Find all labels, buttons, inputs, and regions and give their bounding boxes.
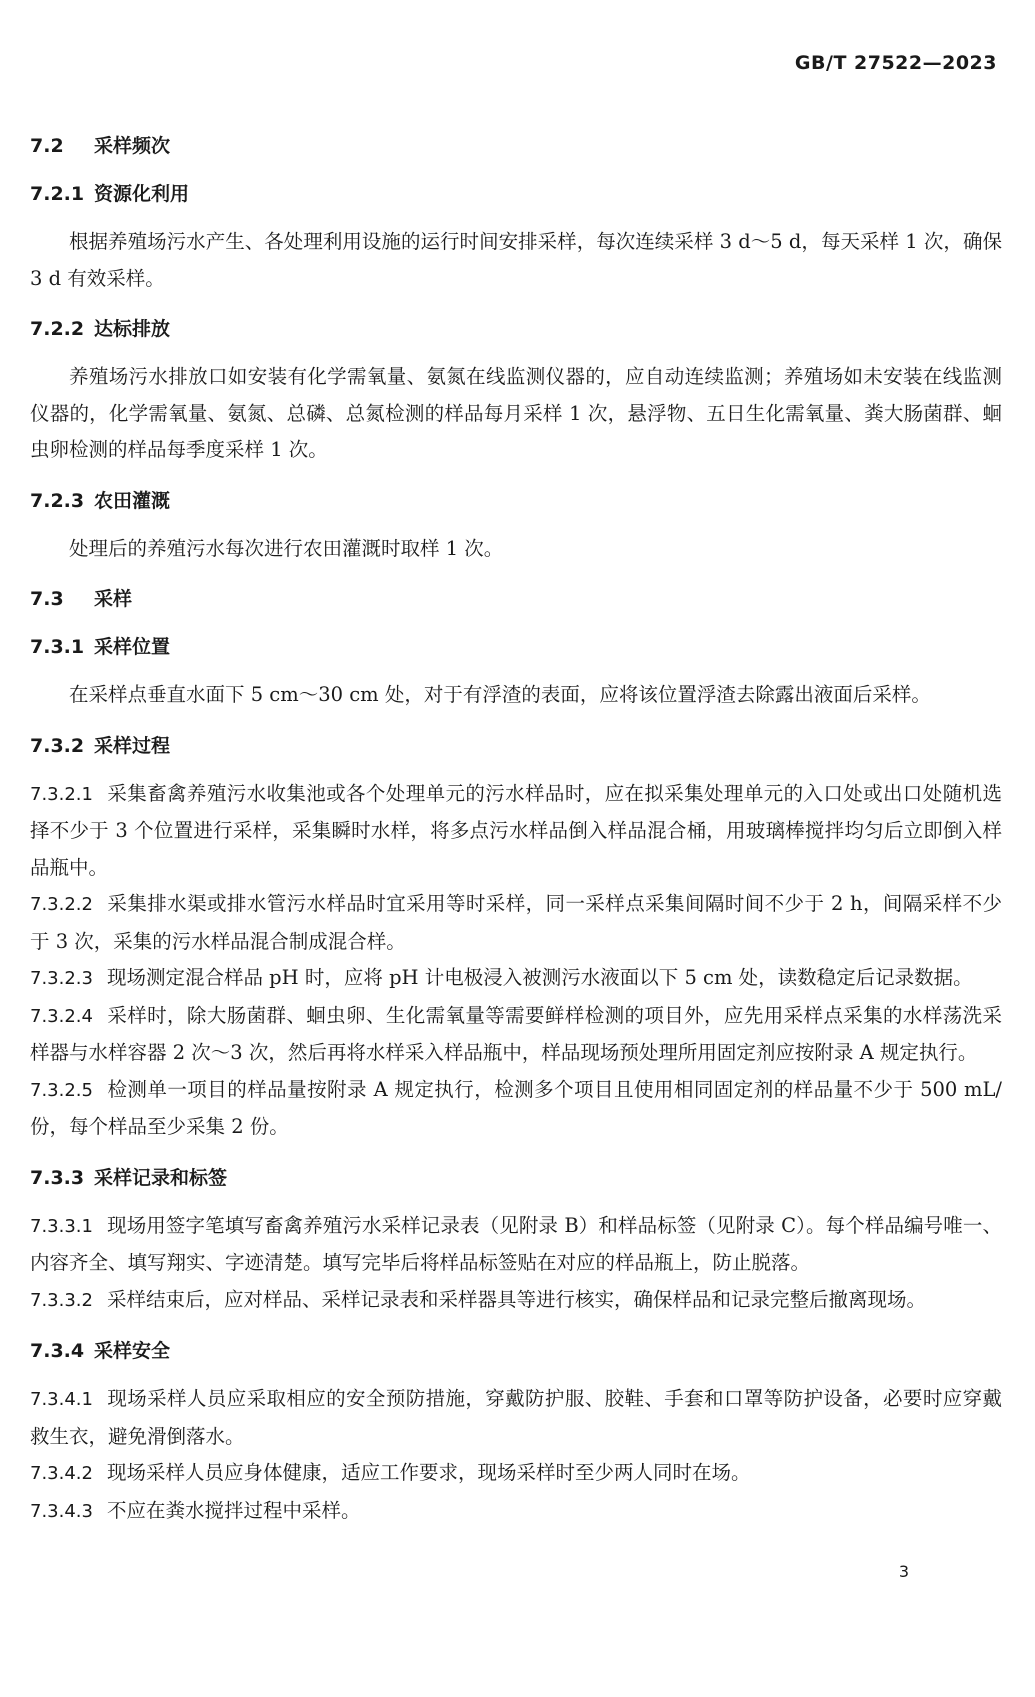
heading-title: 农田灌溉 xyxy=(94,489,171,512)
clause-7-3-4-2 xyxy=(30,1455,1002,1493)
heading-title: 采样频次 xyxy=(94,135,171,157)
clause-text: 检测单一项目的样品量按附录 A 规定执行，检测多个项目且使用相同固定剂的样品量不少于 500 mL/份，每个样品至少采集 2 份。 xyxy=(30,1077,1002,1138)
clause-number: 7.3.4.3 xyxy=(30,1500,93,1522)
paragraph-7-2-2: 养殖场污水排放口如安装有化学需氧量、氨氮在线监测仪器的，应自动连续监测；养殖场如未安装在线监测仪器的，化学需氧量、氨氮、总磷、总氮检测的样品每月采样 1 次，悬浮物、五日生化需氧量、粪大肠菌群、蛔虫卵检测的样品每季度采样 1 次。 xyxy=(30,365,1002,461)
heading-7-3-1 xyxy=(30,629,1002,665)
clause-text: 现场用签字笔填写畜禽养殖污水采样记录表（见附录 B）和样品标签（见附录 C）。每个样品编号唯一、内容齐全、填写翔实、字迹清楚。填写完毕后将样品标签贴在对应的样品瓶上，防止脱落。 xyxy=(30,1213,1002,1274)
heading-title: 采样记录和标签 xyxy=(94,1166,228,1189)
heading-number: 7.3 xyxy=(30,588,64,610)
clause-text: 现场采样人员应身体健康，适应工作要求，现场采样时至少两人同时在场。 xyxy=(106,1461,751,1484)
clause-text: 采样结束后，应对样品、采样记录表和采样器具等进行核实，确保样品和记录完整后撤离现场。 xyxy=(106,1287,926,1311)
clause-text: 采集畜禽养殖污水收集池或各个处理单元的污水样品时，应在拟采集处理单元的入口处或出口处随机选择不少于 3 个位置进行采样，采集瞬时水样，将多点污水样品倒入样品混合桶，用玻璃棒搅拌均匀后立即倒入样品瓶中。 xyxy=(30,781,1002,879)
paragraph-7-3-1: 在采样点垂直水面下 5 cm～30 cm 处，对于有浮渣的表面，应将该位置浮渣去除露出液面后采样。 xyxy=(69,683,931,706)
heading-title: 资源化利用 xyxy=(94,183,190,205)
heading-7-3-3 xyxy=(30,1160,1002,1196)
heading-number: 7.2.1 xyxy=(30,183,85,205)
heading-number: 7.3.4 xyxy=(30,1340,85,1362)
clause-number: 7.3.2.4 xyxy=(30,1005,93,1027)
clause-number: 7.3.2.5 xyxy=(30,1079,93,1101)
heading-number: 7.3.3 xyxy=(30,1166,85,1189)
clause-number: 7.3.2.3 xyxy=(30,968,93,989)
document-body xyxy=(30,128,1002,1530)
clause-text: 现场测定混合样品 pH 时，应将 pH 计电极浸入被测污水液面以下 5 cm 处，读数稳定后记录数据。 xyxy=(106,966,973,989)
standard-number: GB/T 27522—2023 xyxy=(794,52,997,74)
clause-text: 采样时，除大肠菌群、蛔虫卵、生化需氧量等需要鲜样检测的项目外，应先用采样点采集的水样荡洗采样器与水样容器 2 次～3 次，然后再将水样采入样品瓶中，样品现场预处理所用固定剂应按附录 A 规定执行。 xyxy=(30,1003,1002,1064)
clause-7-3-4-1 xyxy=(30,1381,1002,1455)
clause-7-3-2-2 xyxy=(30,886,1002,960)
heading-number: 7.3.2 xyxy=(30,734,85,757)
clause-7-3-2-3 xyxy=(30,960,1002,998)
clause-7-3-2-5 xyxy=(30,1072,1002,1146)
heading-title: 采样安全 xyxy=(94,1340,171,1362)
heading-title: 采样 xyxy=(94,588,133,610)
heading-7-3 xyxy=(30,581,1002,617)
clause-number: 7.3.3.2 xyxy=(30,1289,93,1311)
paragraph-7-2-1: 根据养殖场污水产生、各处理利用设施的运行时间安排采样，每次连续采样 3 d～5 d，每天采样 1 次，确保 3 d 有效采样。 xyxy=(30,230,1002,290)
clause-7-3-3-2 xyxy=(30,1282,1002,1320)
heading-number: 7.3.1 xyxy=(30,636,85,658)
heading-7-2-2 xyxy=(30,311,1002,347)
clause-number: 7.3.2.1 xyxy=(30,783,93,805)
page-number: 3 xyxy=(898,1562,909,1581)
clause-text: 现场采样人员应采取相应的安全预防措施，穿戴防护服、胶鞋、手套和口罩等防护设备，必要时应穿戴救生衣，避免滑倒落水。 xyxy=(30,1387,1002,1448)
heading-title: 采样位置 xyxy=(94,636,171,658)
clause-7-3-3-1 xyxy=(30,1208,1002,1282)
clause-text: 不应在粪水搅拌过程中采样。 xyxy=(106,1498,361,1522)
clause-number: 7.3.4.2 xyxy=(30,1463,93,1484)
clause-text: 采集排水渠或排水管污水样品时宜采用等时采样，同一采样点采集间隔时间不少于 2 h，间隔采样不少于 3 次，采集的污水样品混合制成混合样。 xyxy=(30,892,1002,953)
heading-7-2 xyxy=(30,128,1002,164)
clause-number: 7.3.2.2 xyxy=(30,894,93,915)
heading-7-3-4 xyxy=(30,1333,1002,1369)
heading-title: 采样过程 xyxy=(94,734,171,757)
clause-number: 7.3.4.1 xyxy=(30,1389,93,1410)
heading-7-2-3 xyxy=(30,483,1002,519)
clause-number: 7.3.3.1 xyxy=(30,1215,93,1237)
heading-number: 7.2 xyxy=(30,135,64,157)
clause-7-3-4-3 xyxy=(30,1493,1002,1531)
heading-7-3-2 xyxy=(30,728,1002,764)
heading-number: 7.2.2 xyxy=(30,318,85,340)
heading-title: 达标排放 xyxy=(94,318,171,340)
clause-7-3-2-4 xyxy=(30,998,1002,1072)
heading-7-2-1 xyxy=(30,176,1002,212)
heading-number: 7.2.3 xyxy=(30,489,85,512)
paragraph-7-2-3: 处理后的养殖污水每次进行农田灌溉时取样 1 次。 xyxy=(69,536,504,560)
clause-7-3-2-1 xyxy=(30,776,1002,887)
